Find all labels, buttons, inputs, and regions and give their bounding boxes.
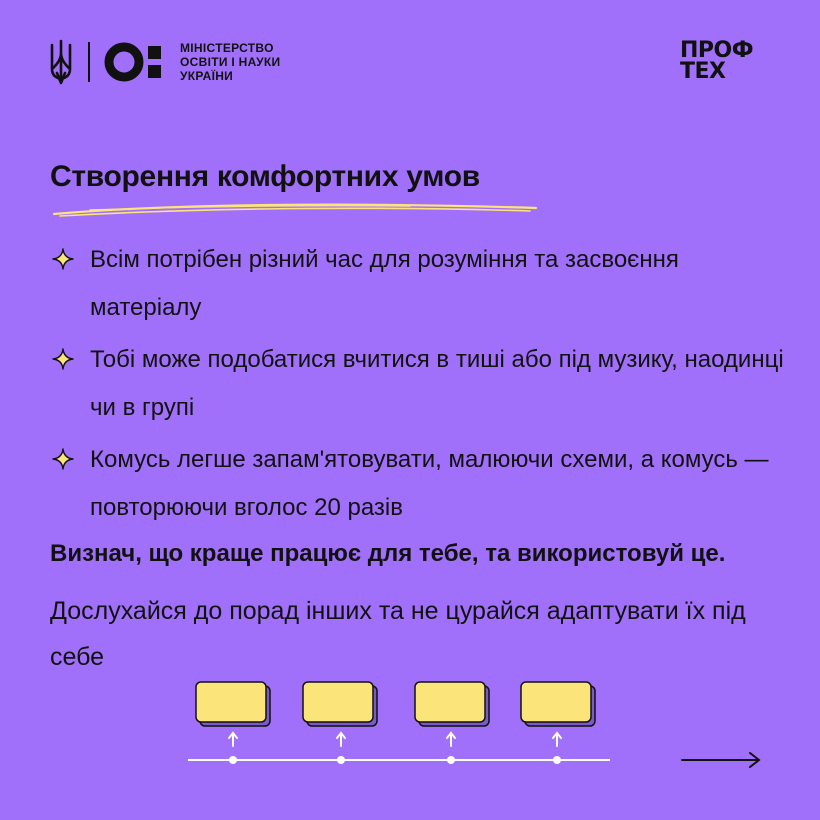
list-item	[50, 336, 790, 432]
page-title: Створення комфортних умов	[50, 160, 480, 193]
title-underline	[50, 196, 540, 220]
key-message: Визнач, що краще працює для тебе, та використовуй це.	[50, 540, 726, 567]
right-arrow-icon	[682, 753, 759, 767]
list-item	[50, 436, 790, 532]
proftech-logo	[680, 40, 753, 82]
timeline-card-1	[196, 682, 270, 726]
trident-icon	[48, 39, 74, 85]
timeline-card-4	[521, 682, 595, 726]
ministry-name	[180, 41, 290, 83]
bullet-list	[50, 236, 790, 536]
proftech-line-2: ТЕХ	[680, 59, 726, 84]
bullet-text: Комусь легше запам'ятовувати, малюючи схеми, а комусь — повторюючи вголос 20 разів	[90, 446, 769, 521]
header	[48, 38, 290, 86]
ministry-line-2: ОСВІТИ І НАУКИ	[180, 55, 281, 69]
list-item	[50, 236, 790, 332]
bullet-text: Всім потрібен різний час для розуміння та засвоєння матеріалу	[90, 246, 679, 321]
sparkle-star-icon	[52, 448, 74, 470]
up-arrow-icons	[229, 733, 561, 746]
bullet-text: Тобі може подобатися вчитися в тиші або під музику, наодинці чи в групі	[90, 346, 784, 421]
proftech-line-1: ПРОФ	[680, 38, 754, 63]
ministry-mark-icon	[104, 38, 172, 86]
sparkle-star-icon	[52, 248, 74, 270]
sparkle-star-icon	[52, 348, 74, 370]
timeline-illustration	[0, 670, 820, 780]
ministry-logo	[104, 38, 290, 86]
timeline-card-2	[303, 682, 377, 726]
ministry-line-3: УКРАЇНИ	[180, 69, 234, 83]
timeline-card-3	[415, 682, 489, 726]
header-divider	[88, 42, 90, 82]
advice-text: Дослухайся до порад інших та не цурайся адаптувати їх під себе	[50, 597, 746, 671]
ministry-line-1: МІНІСТЕРСТВО	[180, 41, 274, 55]
